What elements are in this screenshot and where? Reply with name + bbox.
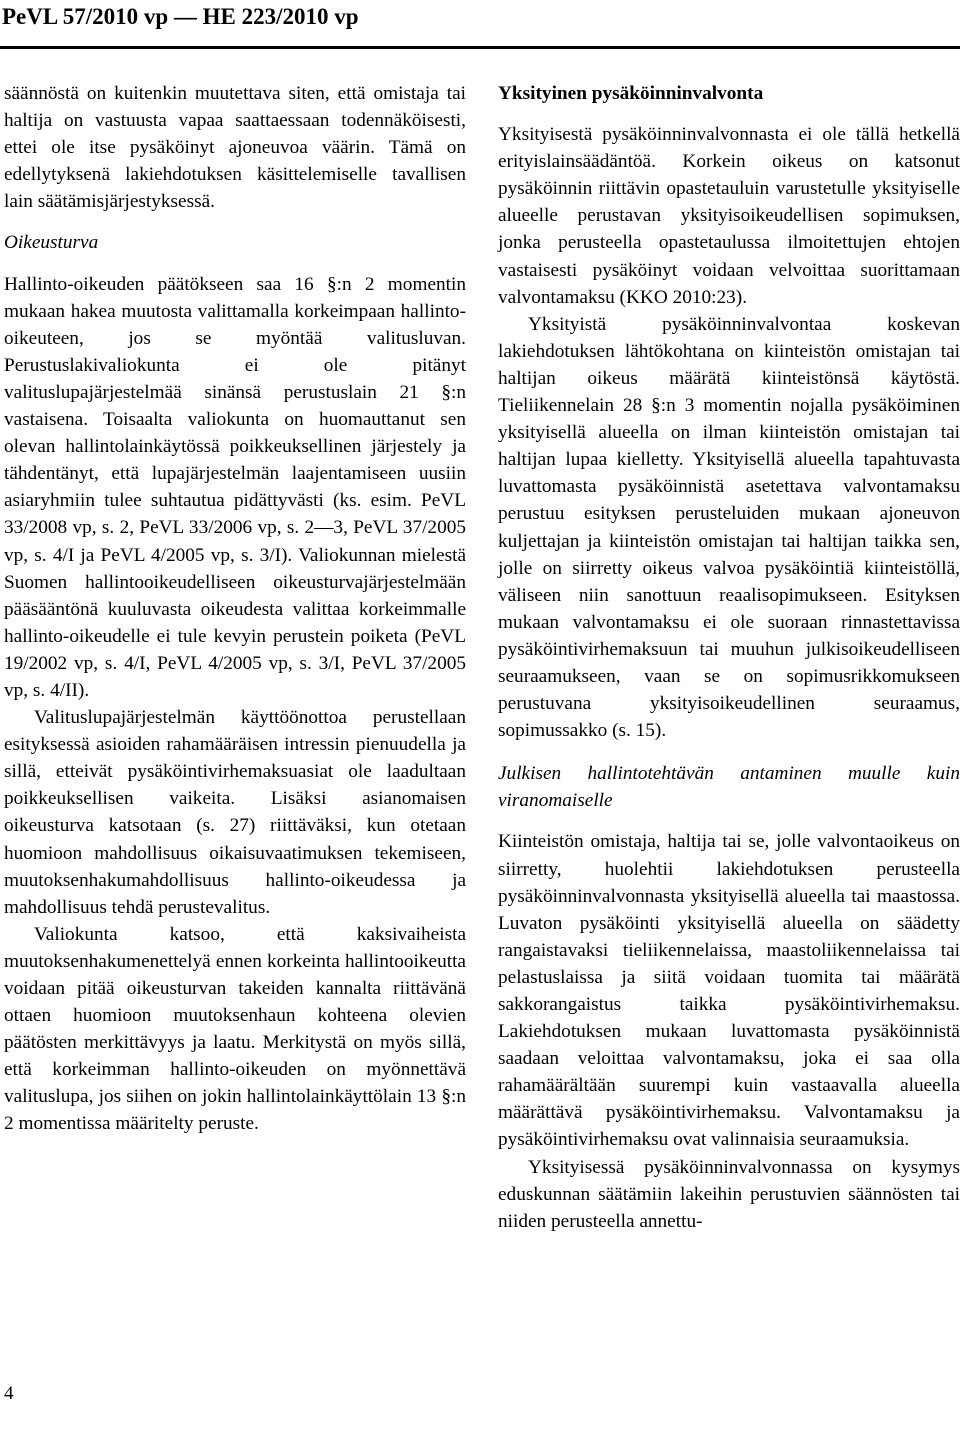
paragraph: Kiinteistön omistaja, haltija tai se, jolle valvontaoikeus on siirretty, huolehtii lakiehdotuksen perusteella pysäköinninvalvonnasta yksityisellä alueella tai maastossa. Luvaton pysäköinti yksityisellä alueella on säädetty rangaistavaksi tieliikennelaissa, maastoliikennelaissa tai pelastuslaissa ja siitä voidaan tuomita tai määrätä sakkorangaistus taikka pysäköintivirhemaksu. Lakiehdotuksen mukaan luvattomasta pysäköinnistä saadaan veloittaa valvontamaksu, joka ei saa olla rahamäärältään suurempi kuin vastaavalla alueella määrättävä pysäköintivirhemaksu. Valvontamaksu ja pysäköintivirhemaksu ovat valinnaisia seuraamuksia. [498,831,960,1151]
paragraph: säännöstä on kuitenkin muutettava siten, että omistaja tai haltija on vastuusta vapaa saattaessaan todennäköisesti, ettei ole itse pysäköinyt ajoneuvoa väärin. Tämä on edellytyksenä lakiehdotuksen käsittelemiselle tavallisen lain säätämisjärjestyksessä. [4,83,466,213]
section-heading: Julkisen hallintotehtävän antaminen muulle kuin viranomaiselle [498,763,960,812]
spacer [498,744,960,760]
spacer [4,257,466,271]
paragraph: Yksityistä pysäköinninvalvontaa koskevan lakiehdotuksen lähtökohtana on kiinteistön omistajan tai haltijan oikeus määrätä kiinteistönsä käytöstä. Tieliikennelain 28 §:n 3 momentin nojalla pysäköiminen yksityisellä alueella on ilman kiinteistön omistajan tai haltijan lupaa kielletty. Yksityisellä alueella tapahtuvasta luvattomasta pysäköinnistä asetettava valvontamaksu perustuu esityksen perusteluiden mukaan ajoneuvon kuljettajan ja kiinteistön omistajan tai haltijan taikka sen, jolle on siirretty oikeus valvoa pysäköintiä kiinteistöllä, väliseen niin sanottuun reaalisopimukseen. Esityksen mukaan valvontamaksu ei ole suoraan rinnastettavissa pysäköintivirhemaksuun tai muuhun julkisoikeudelliseen seuraamukseen, vaan se on sopimusrikkomukseen perustuvana yksityisoikeudellinen seuraamus, sopimussakko (s. 15). [498,313,960,742]
section-heading: Oikeusturva [4,232,99,254]
paragraph: Valituslupajärjestelmän käyttöönottoa perustellaan esityksessä asioiden rahamääräisen intressin pienuudella ja sillä, etteivät pysäköintivirhemaksuasiat ole laadultaan poikkeuksellisen vaikeita. Lisäksi asianomaisen oikeusturva katsotaan (s. 27) riittäväksi, kun otetaan huomioon mahdollisuus oikaisuvaatimuksen tekemiseen, muutoksenhakumahdollisuus hallinto-oikeudessa ja mahdollisuus tehdä perustevalitus. [4,707,466,918]
section-heading: Yksityinen pysäköinninvalvonta [498,83,764,104]
paragraph: Valiokunta katsoo, että kaksivaiheista muutoksenhakumenettelyä ennen korkeinta hallintooikeutta voidaan pitää oikeusturvan takeiden kannalta riittävänä ottaen huomioon muutoksenhaun kohteena olevien päätösten merkittävyys ja laatu. Merkitystä on myös sillä, että korkeimman hallinto-oikeuden on myönnettävä valituslupa, jos siihen on jokin hallintolainkäyttölain 13 §:n 2 momentissa määritelty peruste. [4,923,466,1135]
paragraph: Hallinto-oikeuden päätökseen saa 16 §:n 2 momentin mukaan hakea muutosta valittamalla korkeimpaan hallinto-oikeuteen, jos se myöntää valitusluvan. Perustuslakivaliokunta ei ole pitänyt valituslupajärjestelmää sinänsä perustuslain 21 §:n vastaisena. Toisaalta valiokunta on huomauttanut sen olevan hallintolainkäytössä poikkeuksellinen järjestely ja tähdentänyt, että lupajärjestelmän laajentamiseen uusiin asiaryhmiin tulee suhtautua pidättyvästi (ks. esim. PeVL 33/2008 vp, s. 2, PeVL 33/2006 vp, s. 2—3, PeVL 37/2005 vp, s. 4/I ja PeVL 4/2005 vp, s. 3/I). Valiokunnan mielestä Suomen hallintooikeudelliseen oikeusturvajärjestelmään pääsääntönä kuuluvasta oikeudesta valittaa korkeimmalle hallinto-oikeudelle ei tule kevyin perustein poiketa (PeVL 19/2002 vp, s. 4/I, PeVL 4/2005 vp, s. 3/I, PeVL 37/2005 vp, s. 4/II). [4,273,466,701]
page-header [0,0,960,50]
spacer [498,814,960,828]
spacer [4,215,466,229]
spacer [498,107,960,121]
header-rule [0,46,960,49]
left-column [4,80,466,1138]
paragraph: Yksityisessä pysäköinninvalvonnassa on kysymys eduskunnan säätämiin lakeihin perustuvien säännösten tai niiden perusteella annettu- [498,1156,960,1232]
paragraph: Yksityisestä pysäköinninvalvonnasta ei ole tällä hetkellä erityislainsäädäntöä. Korkein oikeus on katsonut pysäköinnin riittävin opastetauluin varustetulle yksityiselle alueelle perustavan yksityisoikeudellisen sopimuksen, jonka perusteella opastetaulussa ilmoitettujen ehtojen vastaisesti pysäköinyt voidaan velvoittaa suorittamaan valvontamaksu (KKO 2010:23). [498,124,960,308]
right-column [498,80,960,1235]
running-title: PeVL 57/2010 vp — HE 223/2010 vp [2,4,359,29]
page-number: 4 [4,1383,14,1404]
